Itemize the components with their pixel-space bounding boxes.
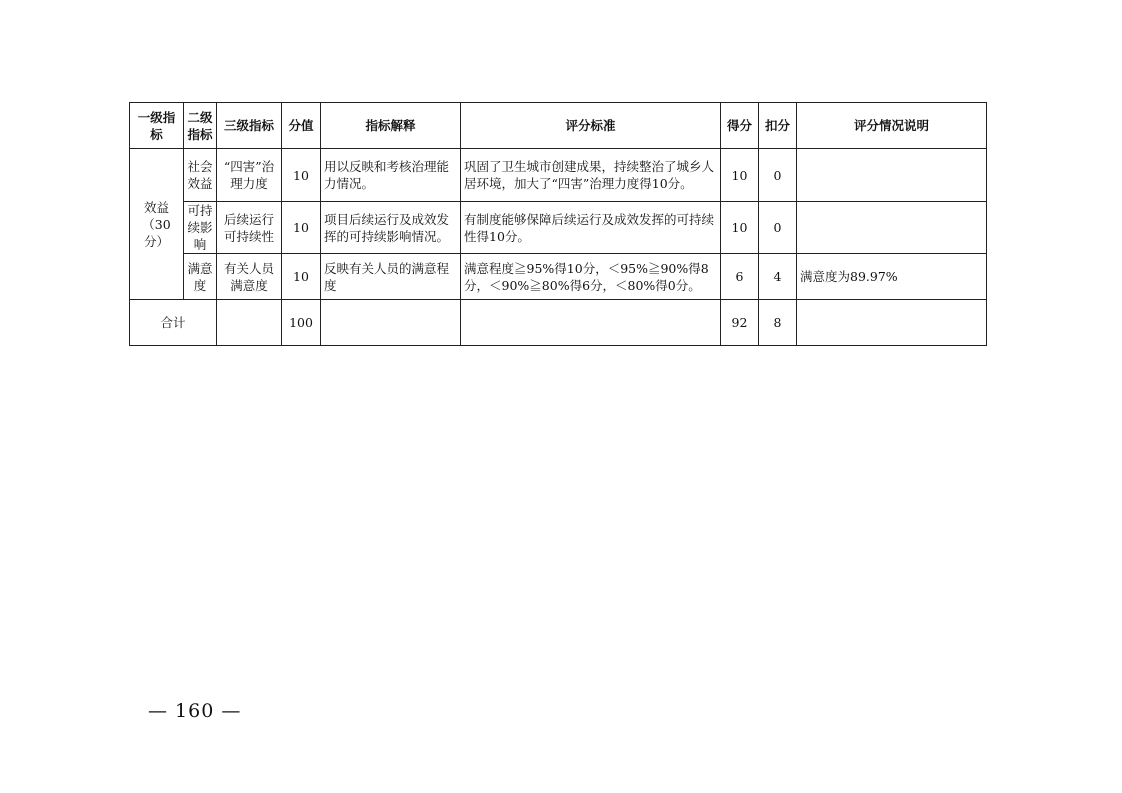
total-empty-cell [797, 300, 987, 346]
level2-cell: 满意度 [184, 254, 217, 300]
level3-cell: “四害”治理力度 [217, 149, 282, 202]
table-row [130, 202, 987, 254]
total-score-value-cell: 100 [282, 300, 321, 346]
header-level2: 二级指标 [184, 103, 217, 149]
evaluation-table [129, 102, 987, 346]
level3-cell: 有关人员满意度 [217, 254, 282, 300]
header-level3: 三级指标 [217, 103, 282, 149]
level2-cell: 可持续影响 [184, 202, 217, 254]
header-deduction: 扣分 [759, 103, 797, 149]
level2-cell: 社会效益 [184, 149, 217, 202]
note-cell [797, 149, 987, 202]
total-deduction-cell: 8 [759, 300, 797, 346]
header-score-value: 分值 [282, 103, 321, 149]
header-criteria: 评分标准 [461, 103, 721, 149]
total-score-cell: 92 [721, 300, 759, 346]
total-empty-cell [217, 300, 282, 346]
table-total-row [130, 300, 987, 346]
explanation-cell: 项目后续运行及成效发挥的可持续影响情况。 [321, 202, 461, 254]
deduction-cell: 0 [759, 202, 797, 254]
score-value-cell: 10 [282, 254, 321, 300]
note-cell [797, 202, 987, 254]
score-cell: 10 [721, 202, 759, 254]
score-cell: 6 [721, 254, 759, 300]
criteria-cell: 巩固了卫生城市创建成果，持续整治了城乡人居环境，加大了“四害”治理力度得10分。 [461, 149, 721, 202]
table-row [130, 254, 987, 300]
criteria-cell: 满意程度≧95%得10分，＜95%≧90%得8分，＜90%≧80%得6分，＜80%得0分。 [461, 254, 721, 300]
criteria-cell: 有制度能够保障后续运行及成效发挥的可持续性得10分。 [461, 202, 721, 254]
header-note: 评分情况说明 [797, 103, 987, 149]
level3-cell: 后续运行可持续性 [217, 202, 282, 254]
score-value-cell: 10 [282, 149, 321, 202]
note-cell: 满意度为89.97% [797, 254, 987, 300]
header-explanation: 指标解释 [321, 103, 461, 149]
score-cell: 10 [721, 149, 759, 202]
total-empty-cell [461, 300, 721, 346]
total-label-cell: 合计 [130, 300, 217, 346]
deduction-cell: 0 [759, 149, 797, 202]
header-score: 得分 [721, 103, 759, 149]
level1-cell: 效益（30分） [130, 149, 184, 300]
page-number: — 160 — [148, 700, 242, 722]
explanation-cell: 用以反映和考核治理能力情况。 [321, 149, 461, 202]
total-empty-cell [321, 300, 461, 346]
table-header-row [130, 103, 987, 149]
header-level1: 一级指标 [130, 103, 184, 149]
table-row [130, 149, 987, 202]
deduction-cell: 4 [759, 254, 797, 300]
explanation-cell: 反映有关人员的满意程度 [321, 254, 461, 300]
score-value-cell: 10 [282, 202, 321, 254]
